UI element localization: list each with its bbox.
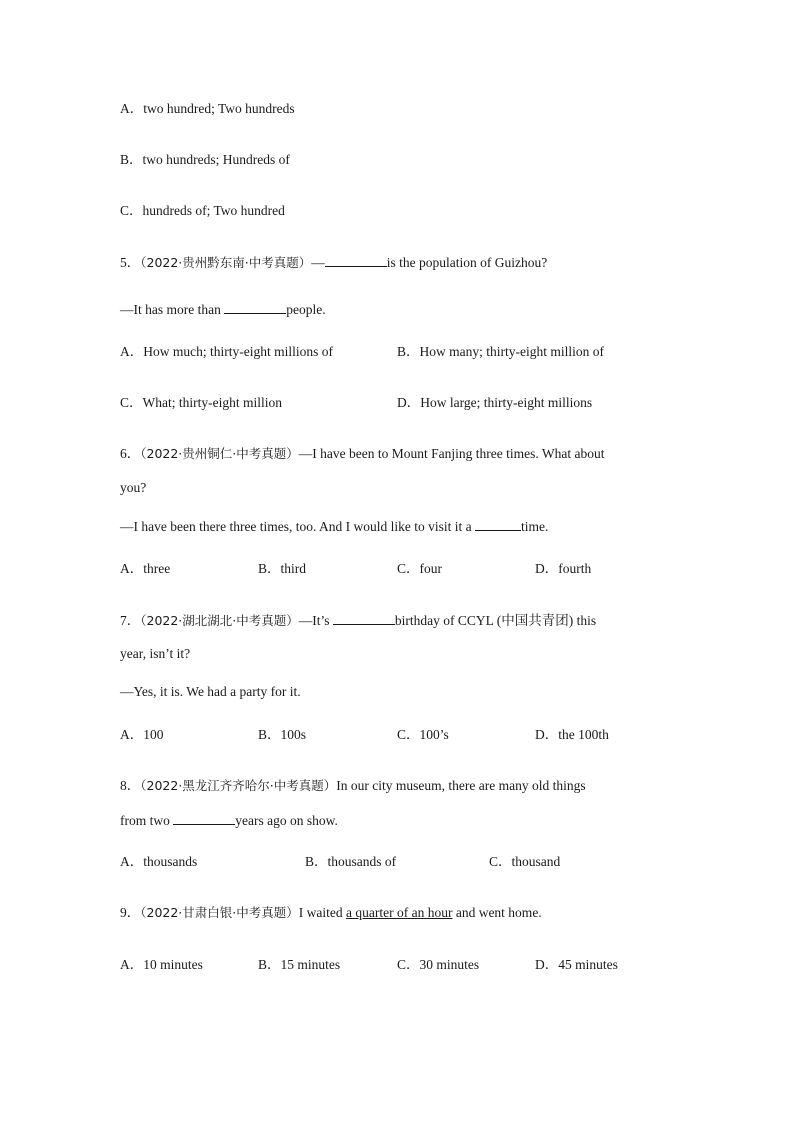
q6-stem-line2: you? — [120, 480, 147, 495]
q7-blank — [333, 611, 395, 625]
q7-stem — [120, 611, 596, 630]
q8-blank — [173, 811, 235, 825]
q6-option-b: B．third — [258, 561, 307, 576]
q7-number: 7． — [120, 613, 141, 628]
q9-number: 9． — [120, 905, 141, 920]
q8-line2 — [120, 811, 338, 830]
q8-option-c: C．thousand — [489, 854, 561, 869]
q8-line2-pre: from two — [120, 813, 174, 828]
q6-blank — [475, 517, 521, 531]
q9-option-a: A．10 minutes — [120, 957, 203, 972]
q5-blank-2 — [224, 300, 286, 314]
q9-option-b: B．15 minutes — [258, 957, 341, 972]
q5-stem-post: is the population of Guizhou? — [386, 255, 548, 270]
q6-option-c: C．four — [397, 561, 442, 576]
q7-option-a: A．100 — [120, 727, 164, 742]
q7-source: （2022·湖北湖北·中考真题） — [140, 613, 299, 628]
q8-line2-post: years ago on show. — [235, 813, 338, 828]
q6-line3-pre: —I have been there three times, too. And I would like to visit it a — [120, 519, 476, 534]
q6-option-d: D．fourth — [535, 561, 592, 576]
q7-option-d: D．the 100th — [535, 727, 609, 742]
q9-underlined-phrase: a quarter of an hour — [346, 905, 453, 920]
q9-source: （2022·甘肃白银·中考真题） — [140, 905, 299, 920]
q5-option-a: A．How much; thirty-eight millions of — [120, 344, 333, 359]
q8-option-a: A．thousands — [120, 854, 198, 869]
q8-stem — [120, 777, 586, 795]
q9-stem — [120, 904, 542, 922]
q6-line3 — [120, 517, 548, 536]
q7-stem-pre: —It’s — [298, 613, 333, 628]
q5-source: （2022·贵州黔东南·中考真题） — [140, 255, 312, 270]
q6-line3-post: time. — [521, 519, 549, 534]
q7-option-b: B．100s — [258, 727, 307, 742]
q9-stem-pre: I waited — [298, 905, 346, 920]
q4-option-a: A．two hundred; Two hundreds — [120, 101, 295, 116]
q5-option-c: C．What; thirty-eight million — [120, 395, 282, 410]
q5-option-b: B．How many; thirty-eight million of — [397, 344, 604, 359]
q8-option-b: B．thousands of — [305, 854, 397, 869]
q5-option-d: D．How large; thirty-eight millions — [397, 395, 593, 410]
q8-stem-text: In our city museum, there are many old things — [336, 778, 586, 793]
q8-number: 8． — [120, 778, 141, 793]
q5-stem — [120, 253, 547, 272]
q9-stem-post: and went home. — [452, 905, 542, 920]
q4-option-b: B．two hundreds; Hundreds of — [120, 152, 290, 167]
q8-source: （2022·黑龙江齐齐哈尔·中考真题） — [140, 778, 337, 793]
q5-blank-1 — [325, 253, 387, 267]
q6-stem — [120, 445, 604, 463]
q7-option-c: C．100’s — [397, 727, 449, 742]
q5-number: 5． — [120, 255, 141, 270]
q5-line2-post: people. — [286, 302, 326, 317]
q9-option-c: C．30 minutes — [397, 957, 480, 972]
q4-option-c: C．hundreds of; Two hundred — [120, 203, 285, 218]
q6-stem-text: —I have been to Mount Fanjing three times. What about — [298, 446, 605, 461]
q7-line3: —Yes, it is. We had a party for it. — [120, 684, 301, 699]
q9-option-d: D．45 minutes — [535, 957, 618, 972]
q7-stem-line2: year, isn’t it? — [120, 646, 191, 661]
q7-stem-post: birthday of CCYL (中国共青团) this — [394, 613, 597, 628]
q5-line2-pre: —It has more than — [120, 302, 225, 317]
q5-stem-pre: — — [311, 255, 325, 270]
q6-number: 6． — [120, 446, 141, 461]
q6-source: （2022·贵州铜仁·中考真题） — [140, 446, 299, 461]
q5-line2 — [120, 300, 326, 319]
q6-option-a: A．three — [120, 561, 171, 576]
